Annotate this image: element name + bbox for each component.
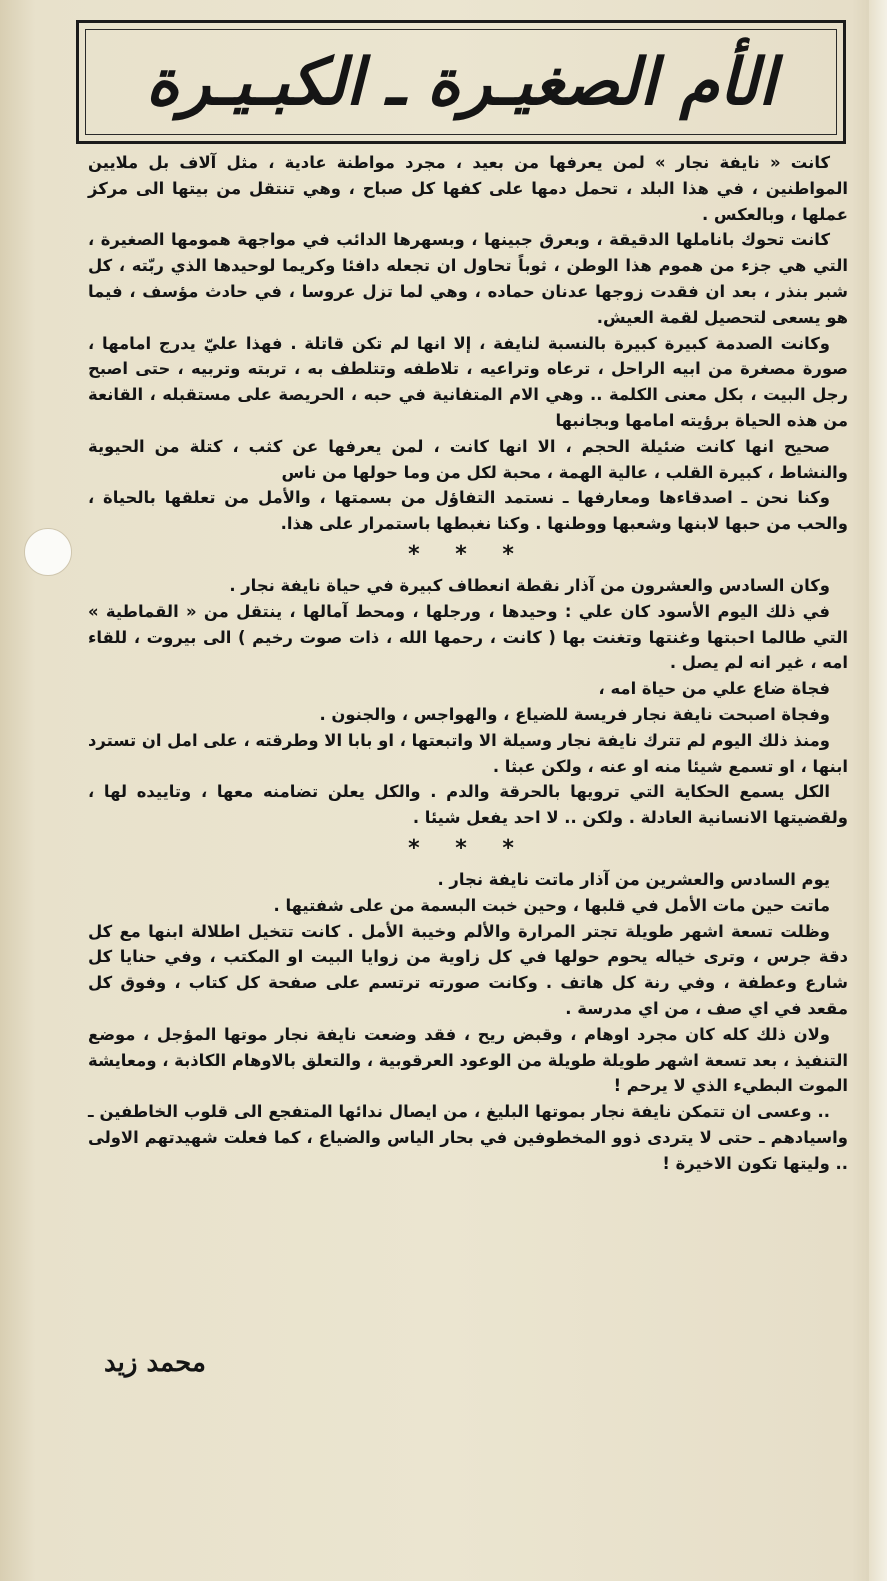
paragraph: كانت « نايفة نجار » لمن يعرفها من بعيد ، مجرد مواطنة عادية ، مثل آلاف بل ملايين المواطنين ، في هذا البلد ، تحمل دمها على كفها كل صباح ، وهي تنتقل من بيتها الى مركز عملها ، وبالعكس . [88,153,848,224]
paragraph: كانت تحوك باناملها الدقيقة ، وبعرق جبينها ، وبسهرها الدائب في مواجهة همومها الصغيرة ، التي هي جزء من هموم هذا الوطن ، ثوباً تحاول ان تجعله دافئا وكريما لوحيدها الذي ربّته ، كل شبر بنذر ، بعد ان فقدت زوجها عدنان حماده ، وهي لما تزل عروسا ، في حادث مؤسف ، فيما هو يسعى لتحصيل لقمة العيش. [88,230,848,327]
article-title: الأم الصغيـرة ـ الكبـيـرة [145,44,777,120]
paragraph: وكان السادس والعشرون من آذار نقطة انعطاف كبيرة في حياة نايفة نجار . [229,575,830,595]
section-divider: * * * [408,835,528,861]
paragraph: صحيح انها كانت ضئيلة الحجم ، الا انها كانت ، لمن يعرفها عن كثب ، كتلة من الحيوية والنشاط ، كبيرة القلب ، عالية الهمة ، محبة لكل من وما حولها من ناس [88,436,848,482]
paragraph: الكل يسمع الحكاية التي ترويها بالحرقة والدم . والكل يعلن تضامنه معها ، وتاييده لها ، ولقضيتها الانسانية العادلة . ولكن .. لا احد يفعل شيئا . [88,782,848,828]
paragraph: وكانت الصدمة كبيرة كبيرة بالنسبة لنايفة ، إلا انها لم تكن قاتلة . فهذا عليّ يدرج امامها ، صورة مصغرة من ابيه الراحل ، ترعاه وتراعيه ، تلاطفه وتتلطف به ، تربته وتربيه ، حتى اصبح رجل البيت ، بكل معنى الكلمة .. وهي الام المتفانية في حبه ، الحريصة على مستقبله ، القانعة من هذه الحياة برؤيته امامها وبجانبها [88,333,848,430]
paragraph: ومنذ ذلك اليوم لم تترك نايفة نجار وسيلة الا واتبعتها ، او بابا الا وطرقته ، على امل ان تسترد ابنها ، او تسمع شيئا منه او عنه ، ولكن عبثا . [88,730,848,776]
paragraph: وفجاة اصبحت نايفة نجار فريسة للضياع ، والهواجس ، والجنون . [319,704,830,724]
section-divider: * * * [408,541,528,567]
paragraph: في ذلك اليوم الأسود كان علي : وحيدها ، ورجلها ، ومحط آمالها ، ينتقل من « القماطية » التي طالما احبتها وغنتها وتغنت بها ( كانت ، رحمها الله ، ذات صوت رخيم ) الى بيروت ، للقاء امه ، غير انه لم يصل . [88,601,848,673]
paragraph: وظلت تسعة اشهر طويلة تجتر المرارة والألم وخيبة الأمل . كانت تتخيل اطلالة ابنها مع كل دقة جرس ، وترى خياله يحوم حولها في كل زاوية من زوايا البيت او المكتب ، وفي حنايا كل شارع وعطفة ، وفي رنة كل هاتف . وكانت صورته ترتسم على صفحة كل كتاب ، وفوق كل مقعد في اي صف ، من اي مدرسة . [88,921,848,1018]
title-inner-frame [85,29,837,135]
paragraph: فجاة ضاع علي من حياة امه ، [598,679,830,699]
paragraph: ماتت حين مات الأمل في قلبها ، وحين خبت البسمة من على شفتيها . [273,895,830,915]
punch-hole [24,528,72,576]
author-signature: محمد زيد [104,1348,206,1378]
title-frame [76,20,846,144]
paragraph: .. وعسى ان تتمكن نايفة نجار بموتها البليغ ، من ايصال ندائها المتفجع الى قلوب الخاطفين ـ واسيادهم ـ حتى لا يتردى ذوو المخطوفين في بحار الياس والضياع ، كما فعلت شهيدتهم الاولى .. وليتها تكون الاخيرة ! [88,1102,848,1173]
paragraph: وكنا نحن ـ اصدقاءها ومعارفها ـ نستمد التفاؤل من بسمتها ، والأمل من تعلقها بالحياة ، والحب من حبها لابنها وشعبها ووطنها . وكنا نغبطها باستمرار على هذا. [88,488,848,534]
paper-edge [869,0,887,1581]
article-body [88,150,848,1176]
paragraph: ولان ذلك كله كان مجرد اوهام ، وقبض ريح ، فقد وضعت نايفة نجار موتها المؤجل ، موضع التنفيذ ، بعد تسعة اشهر طويلة طويلة من الوعود العرقوبية ، والتعلق بالاوهام الكاذبة ، ومعايشة الموت البطيء الذي لا يرحم ! [88,1024,848,1096]
paragraph: يوم السادس والعشرين من آذار ماتت نايفة نجار . [437,869,830,889]
